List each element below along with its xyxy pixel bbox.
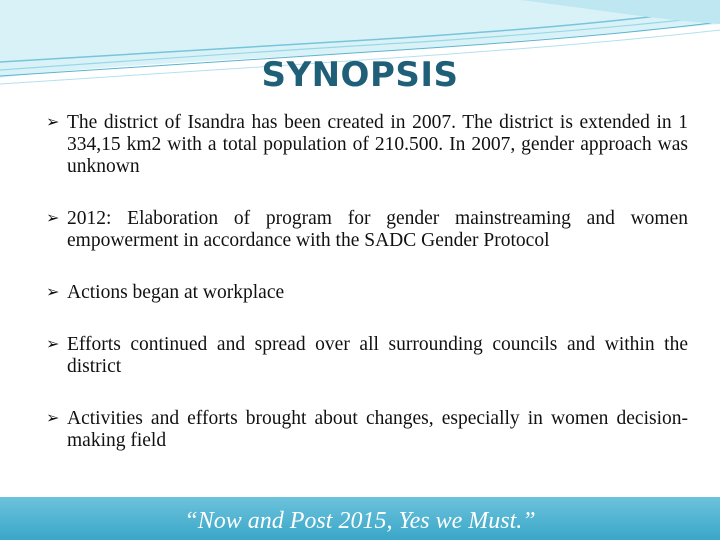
bullet-text: The district of Isandra has been created in 2007. The district is extended in 1 334,15 km2 with a total population of 210.500. In 2007, gender approach was unknown — [67, 112, 688, 177]
arrow-bullet-icon: ➢ — [46, 336, 60, 353]
bullet-text: Actions began at workplace — [67, 282, 285, 303]
slide-title: SYNOPSIS — [261, 55, 459, 95]
bullet-item — [46, 282, 688, 304]
bullet-text: Activities and efforts brought about changes, especially in women decision-making field — [67, 408, 688, 451]
bullet-list — [46, 112, 688, 452]
bullet-text: Efforts continued and spread over all surrounding councils and within the district — [67, 334, 688, 377]
footer-slogan: “Now and Post 2015, Yes we Must.” — [184, 508, 536, 534]
bullet-item — [46, 334, 688, 378]
bullet-item — [46, 208, 688, 252]
arrow-bullet-icon: ➢ — [46, 114, 60, 131]
bullet-text: 2012: Elaboration of program for gender mainstreaming and women empowerment in accordance with the SADC Gender Protocol — [67, 208, 688, 251]
bullet-item — [46, 112, 688, 178]
arrow-bullet-icon: ➢ — [46, 210, 60, 227]
bullet-item — [46, 408, 688, 452]
arrow-bullet-icon: ➢ — [46, 410, 60, 427]
arrow-bullet-icon: ➢ — [46, 284, 60, 301]
